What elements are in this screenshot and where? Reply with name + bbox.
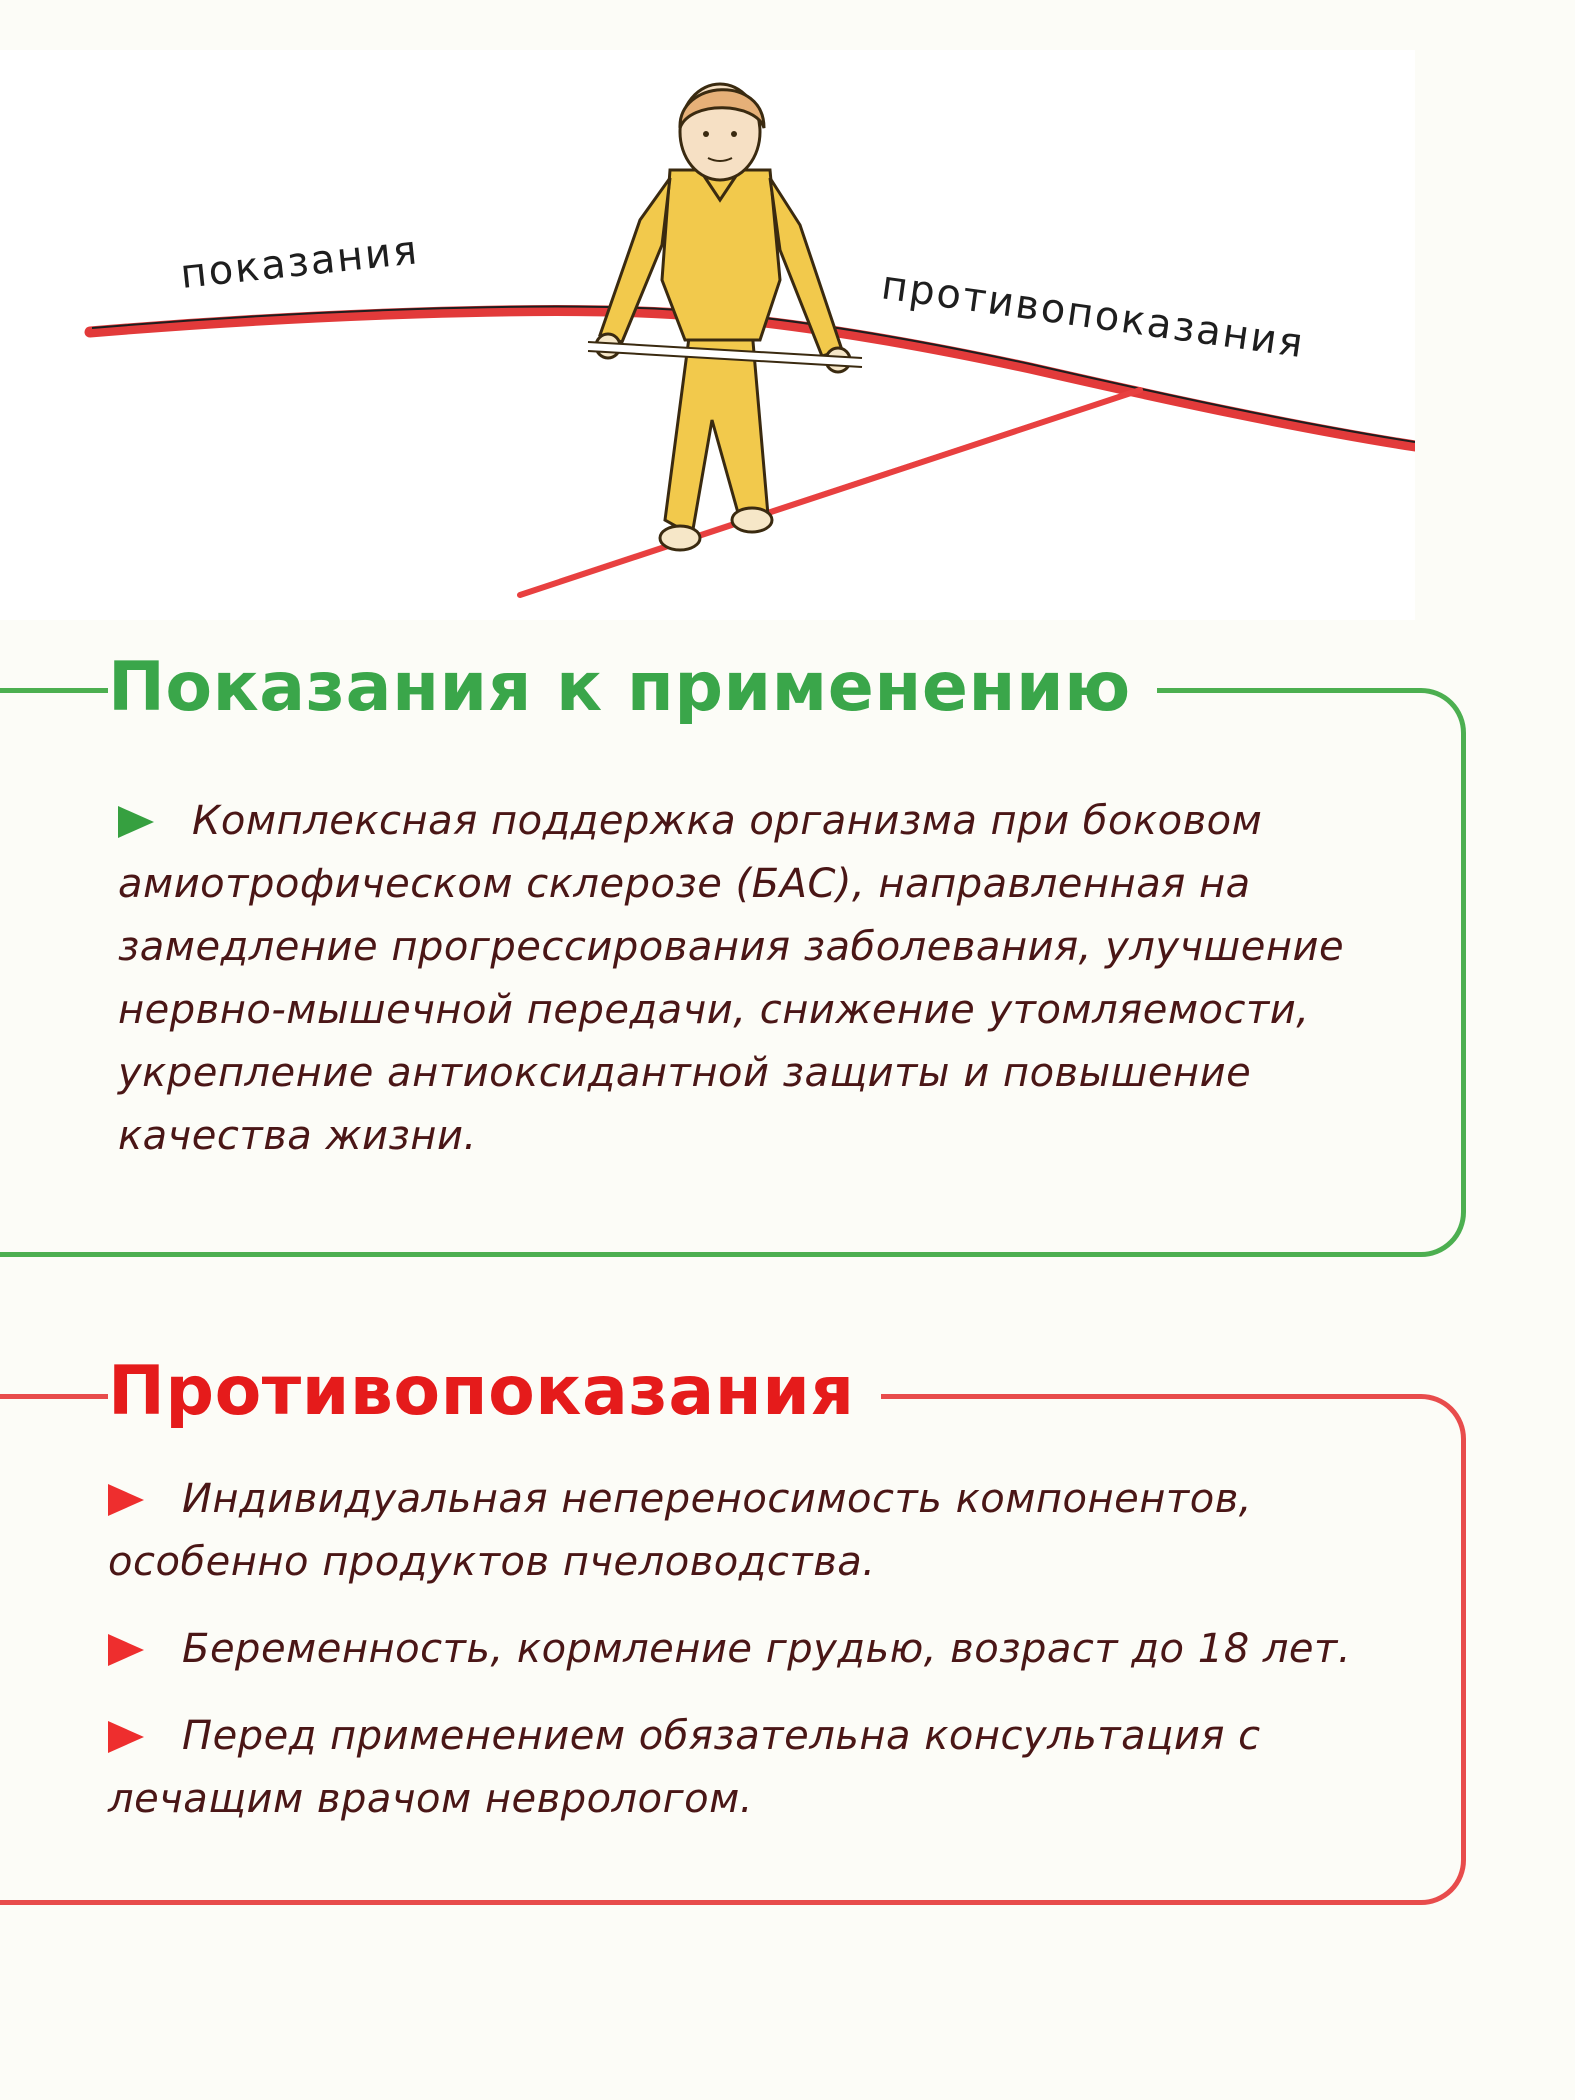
indications-item-text: Комплексная поддержка организма при боковом амиотрофическом склерозе (БАС), направленная на замедление прогрессирования заболевания, улучшение нервно-мышечной передачи, снижение утомляемости, укрепление антиоксидантной защиты и повышение качества жизни. bbox=[118, 798, 1345, 1159]
tightrope-drawing bbox=[0, 50, 1415, 620]
rope-label-left: показания bbox=[178, 227, 422, 298]
contraindications-item bbox=[108, 1705, 1448, 1831]
indications-item bbox=[118, 790, 1438, 1168]
contraindications-item bbox=[108, 1618, 1448, 1681]
red-triangle-bullet-icon bbox=[108, 1634, 144, 1666]
red-triangle-bullet-icon bbox=[108, 1721, 144, 1753]
indications-title: Показания к применению bbox=[108, 654, 1157, 722]
red-triangle-bullet-icon bbox=[108, 1484, 144, 1516]
contraindications-item-text: Индивидуальная непереносимость компонентов, особенно продуктов пчеловодства. bbox=[108, 1476, 1252, 1585]
green-triangle-bullet-icon bbox=[118, 806, 154, 838]
contraindications-item bbox=[108, 1468, 1448, 1594]
contraindications-item-text: Перед применением обязательна консультация с лечащим врачом неврологом. bbox=[108, 1713, 1261, 1822]
indications-list bbox=[118, 790, 1438, 1168]
rope-label-right: противопоказания bbox=[878, 262, 1308, 368]
tightrope-illustration bbox=[0, 50, 1415, 620]
contraindications-title: Противопоказания bbox=[108, 1358, 881, 1426]
contraindications-list bbox=[108, 1468, 1448, 1855]
contraindications-item-text: Беременность, кормление грудью, возраст до 18 лет. bbox=[182, 1626, 1352, 1672]
